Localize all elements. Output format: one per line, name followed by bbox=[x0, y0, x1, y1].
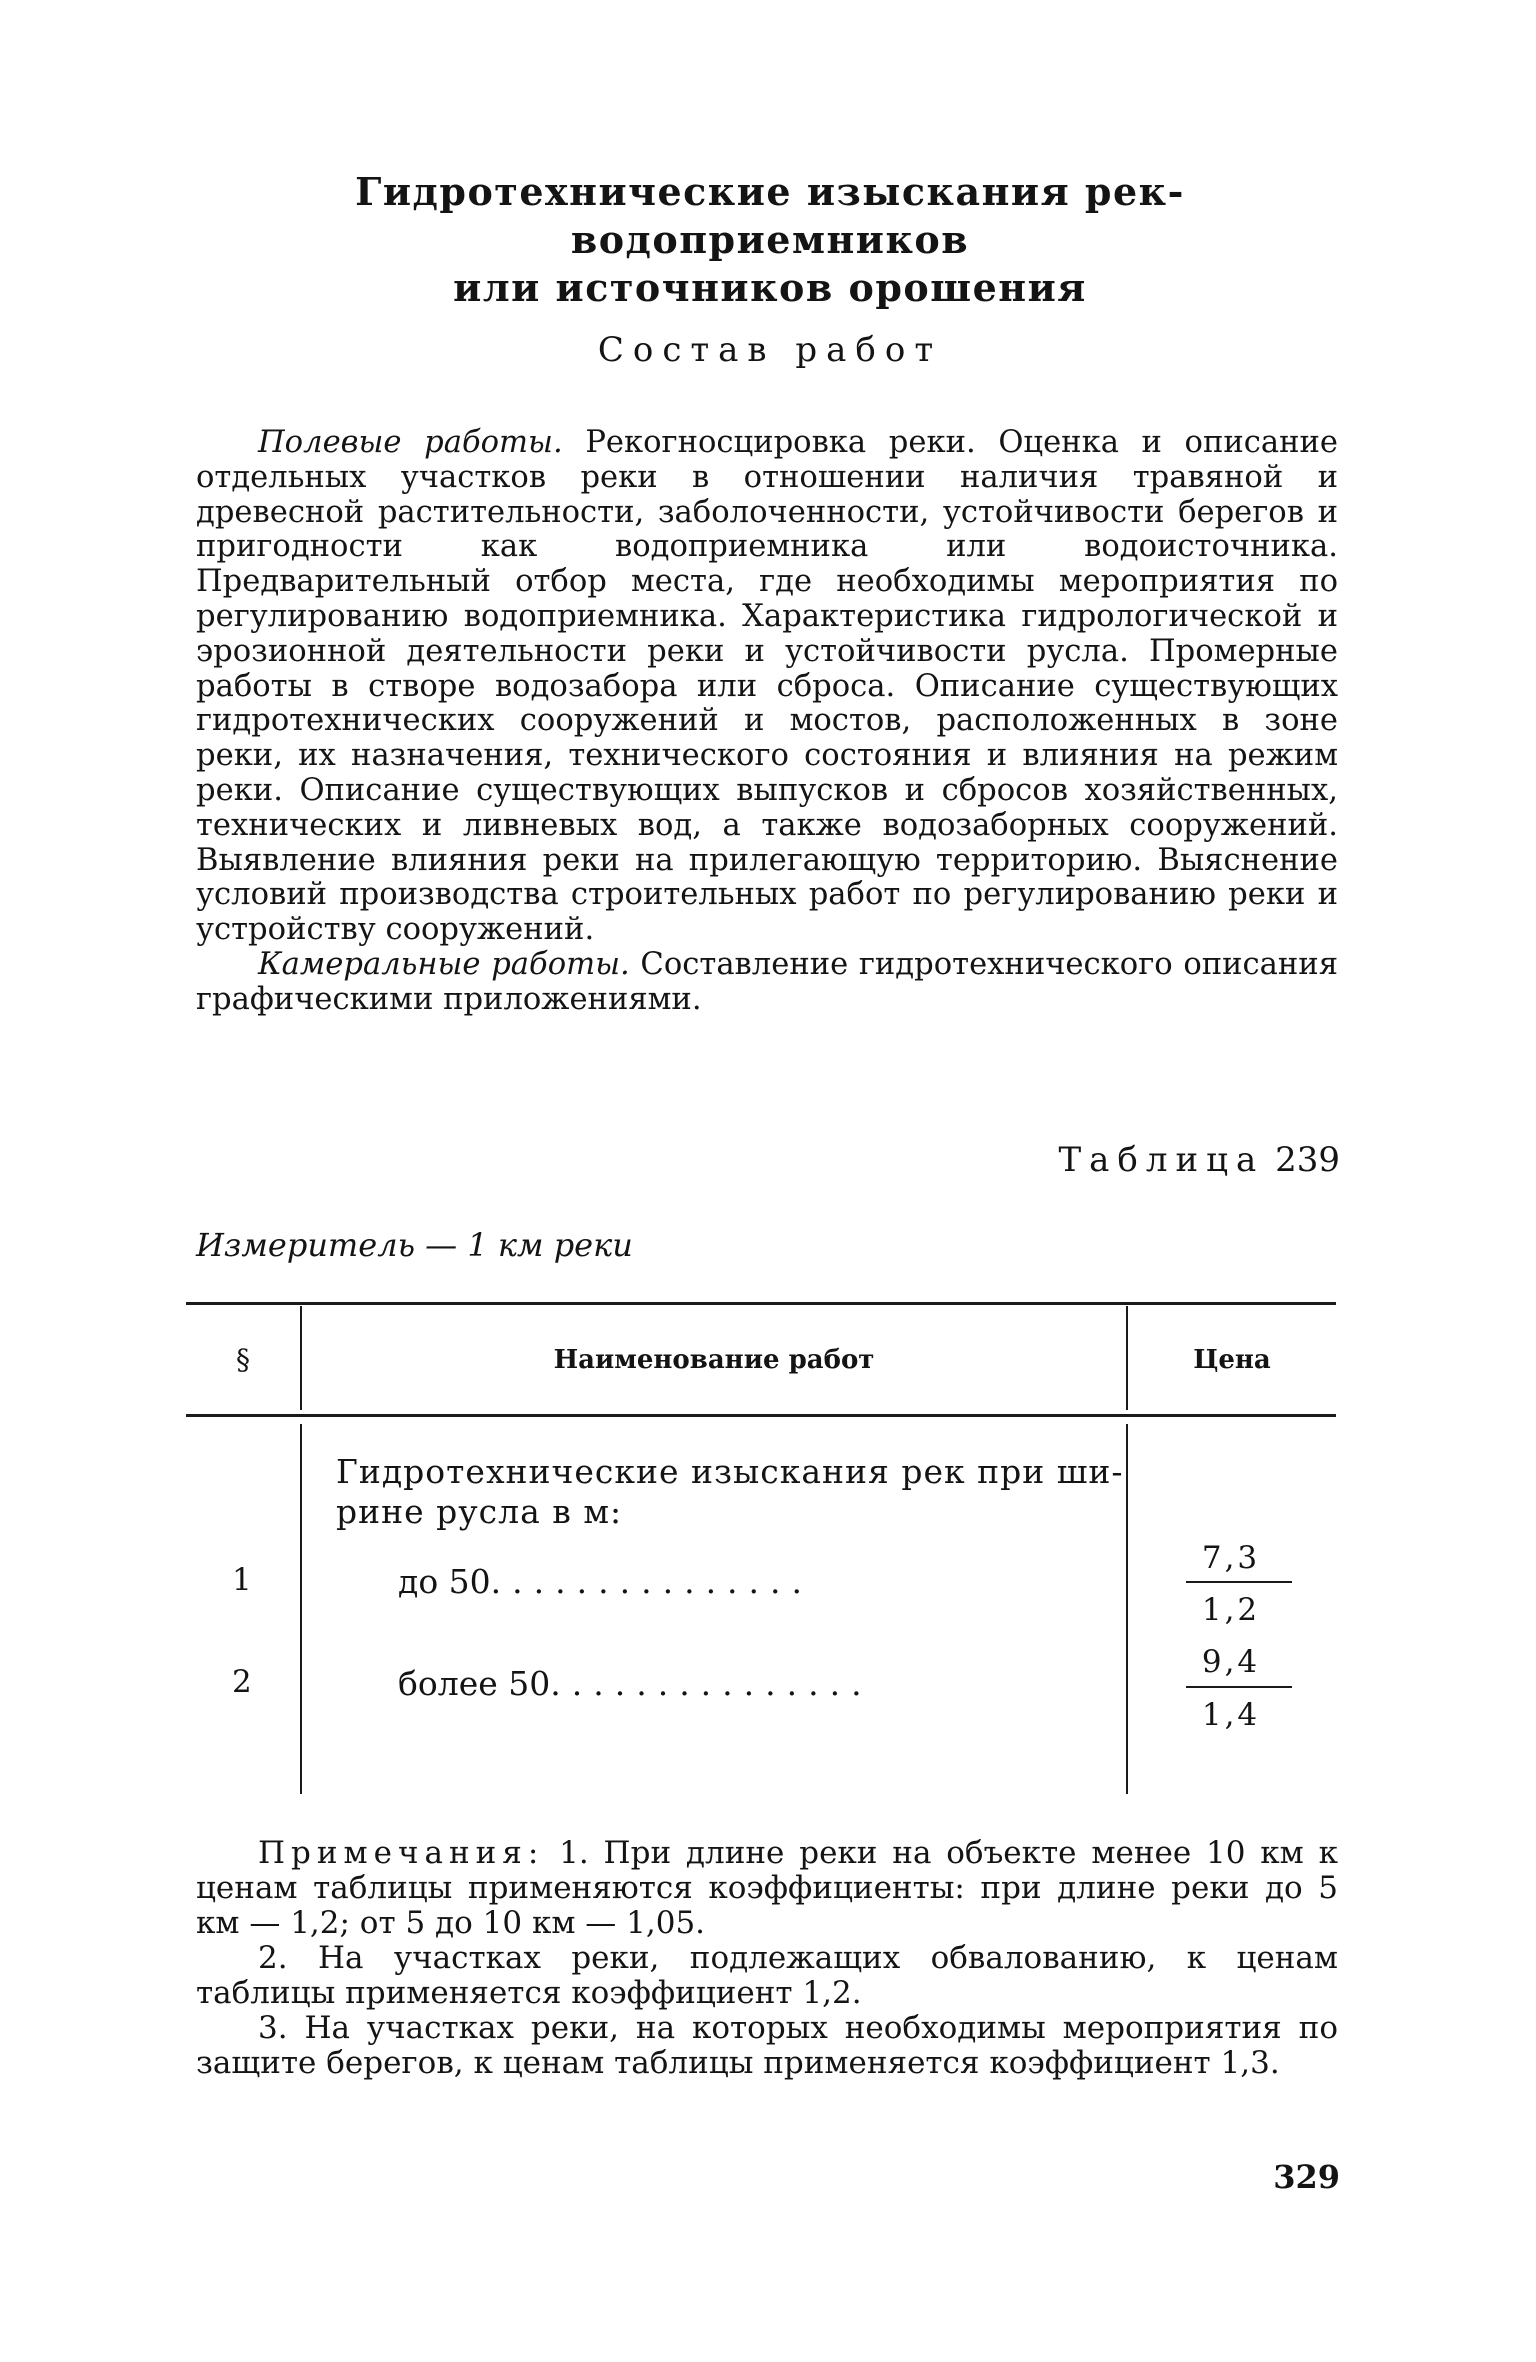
col-header-price: Цена bbox=[1193, 1345, 1271, 1375]
fieldwork-text: Рекогносцировка реки. Оценка и описание отдельных участков реки в отношении наличия травяной и древесной растительности, заболоченности, устойчивости берегов и пригодности как водоприемника или водоисточника. Предварительный отбор места, где необходимы мероприятия по регулированию водоприемника. Характеристика гидрологической и эрозионной деятельности реки и устойчивости русла. Промерные работы в створе водозабора или сброса. Описание существующих гидротехнических сооружений и мостов, расположенных в зоне реки, их назначения, технического состояния и влияния на режим реки. Описание существующих выпусков и сбросов хозяйственных, технических и ливневых вод, а также водозаборных сооружений. Выявление влияния реки на прилегающую территорию. Выяснение условий производства строительных работ по регулированию реки и устройству сооружений. bbox=[196, 425, 1339, 948]
price-fraction-bar bbox=[1186, 1686, 1292, 1688]
page-number: 329 bbox=[1273, 2158, 1340, 2196]
group-title-line-2: рине русла в м: bbox=[336, 1492, 623, 1531]
table-meter: Измеритель — 1 км реки bbox=[196, 1226, 633, 1264]
row-number: 1 bbox=[232, 1562, 252, 1598]
table-notes bbox=[196, 1836, 1338, 2081]
table-row bbox=[398, 1664, 873, 1704]
officework-lead: Камеральные работы. bbox=[258, 946, 630, 982]
group-title-line-1: Гидротехнические изыскания рек при ши- bbox=[336, 1452, 1124, 1491]
note-1-text: 1. При длине реки на объекте менее 10 км к ценам таблицы применяются коэффициенты: при длине реки до 5 км — 1,2; от 5 до 10 км — 1,05. bbox=[196, 1835, 1338, 1941]
table-row bbox=[398, 1562, 813, 1602]
officework-paragraph bbox=[196, 948, 1338, 1018]
price-bottom: 1,4 bbox=[1201, 1697, 1261, 1733]
page-title-line-1: Гидротехнические изыскания рек-водоприемников bbox=[355, 169, 1185, 262]
dot-leaders: ............... bbox=[490, 1562, 814, 1601]
col-header-section: § bbox=[236, 1343, 250, 1376]
table-top-rule bbox=[186, 1302, 1336, 1305]
col-header-name: Наименование работ bbox=[553, 1345, 875, 1375]
note-1 bbox=[196, 1836, 1338, 1941]
row-name: до 50 bbox=[398, 1562, 491, 1601]
note-2: 2. На участках реки, подлежащих обвалованию, к ценам таблицы применяется коэффициент 1,2. bbox=[196, 1940, 1338, 2011]
price-top: 9,4 bbox=[1201, 1644, 1261, 1680]
table-label-word: Таблица bbox=[1058, 1140, 1265, 1180]
group-title bbox=[336, 1452, 1124, 1532]
row-number: 2 bbox=[232, 1664, 252, 1700]
page-title bbox=[180, 168, 1360, 312]
fieldwork-lead: Полевые работы. bbox=[258, 425, 563, 460]
dot-leaders: ............... bbox=[550, 1664, 873, 1703]
page-title-line-2: или источников орошения bbox=[453, 265, 1087, 310]
officework-text: Составление гидротехнического описания графическими приложениями. bbox=[196, 946, 1338, 1017]
table-label bbox=[1058, 1140, 1340, 1180]
row-name: более 50 bbox=[398, 1664, 551, 1703]
price-bottom: 1,2 bbox=[1201, 1592, 1261, 1628]
table-header-rule bbox=[186, 1414, 1336, 1417]
price-top: 7,3 bbox=[1201, 1540, 1261, 1576]
fieldwork-paragraph bbox=[196, 426, 1338, 948]
table-col-divider-2-body bbox=[1126, 1424, 1128, 1794]
table-number: 239 bbox=[1275, 1140, 1340, 1180]
section-subtitle: Состав работ bbox=[597, 330, 943, 370]
work-description bbox=[196, 426, 1338, 1018]
notes-label: Примечания: bbox=[258, 1835, 545, 1871]
table-col-divider-1-body bbox=[300, 1424, 302, 1794]
note-3: 3. На участках реки, на которых необходимы мероприятия по защите берегов, к ценам таблицы применяется коэффициент 1,3. bbox=[196, 2010, 1338, 2081]
price-fraction-bar bbox=[1186, 1581, 1292, 1583]
